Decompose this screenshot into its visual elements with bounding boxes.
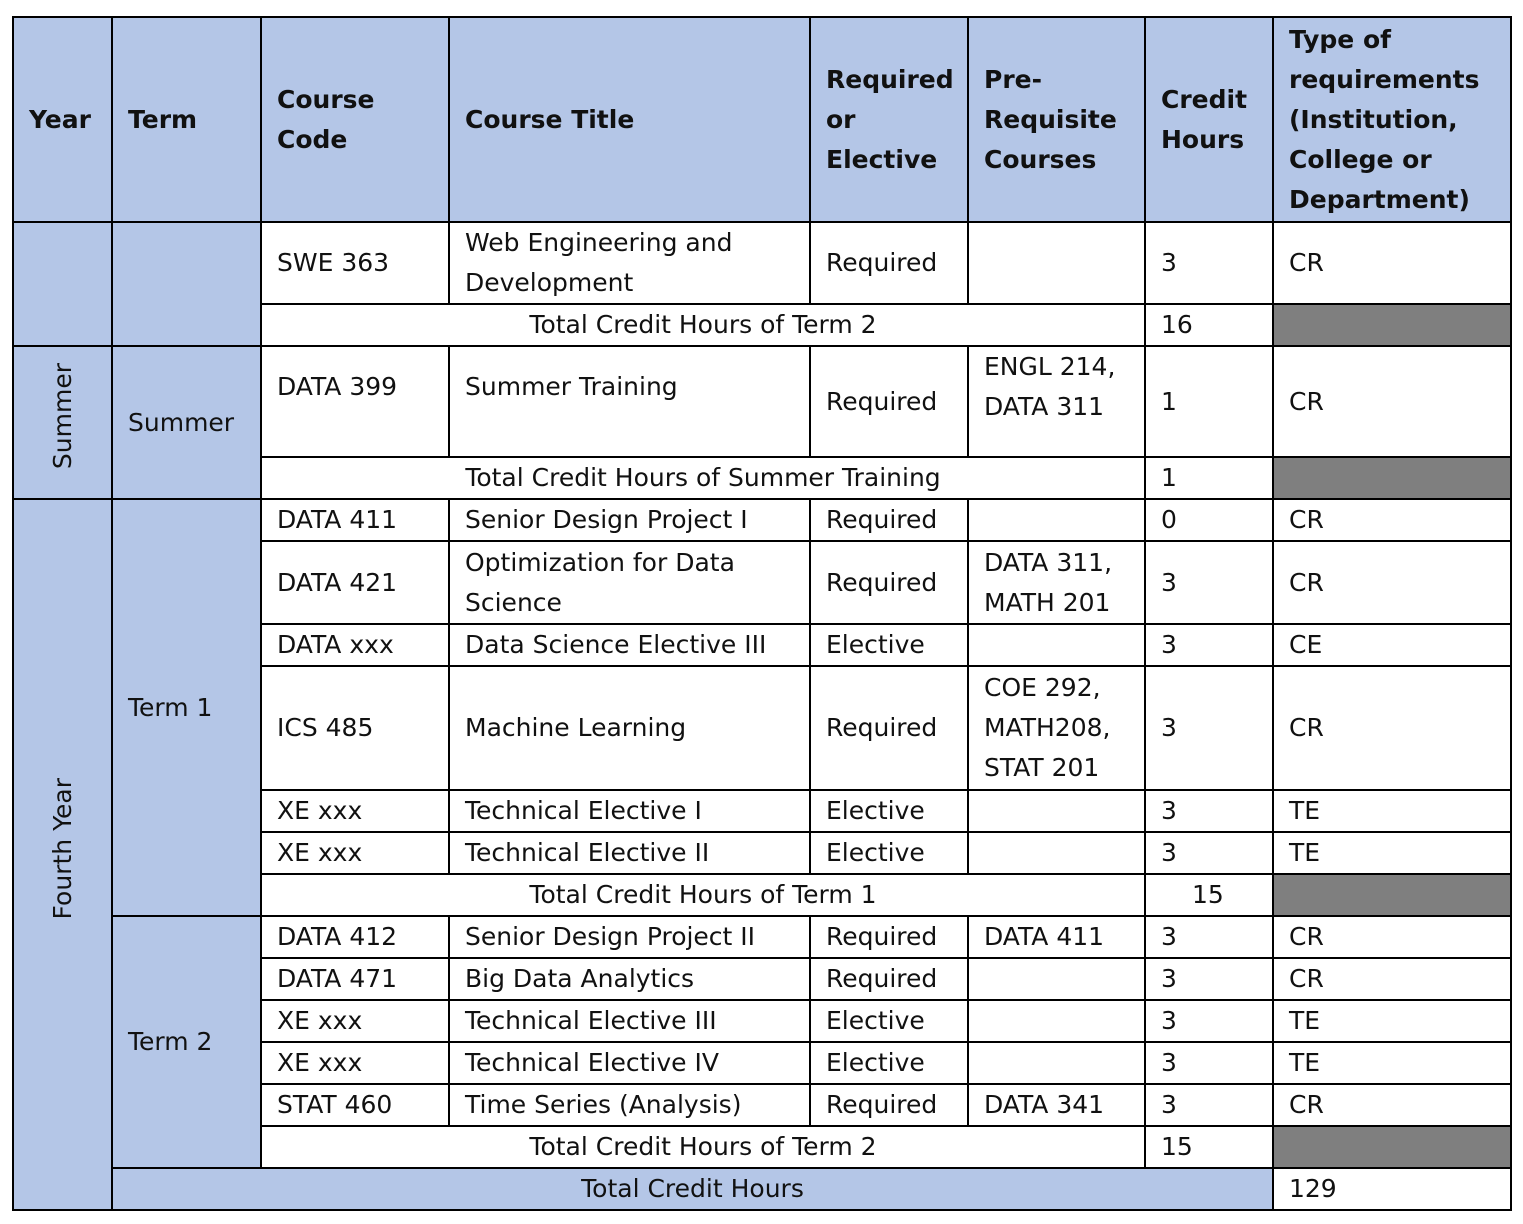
- term-cell-blank: [112, 222, 261, 346]
- course-credit-hours: 3: [1145, 1000, 1273, 1042]
- course-code: DATA xxx: [261, 624, 449, 666]
- course-title: Time Series (Analysis): [449, 1084, 810, 1126]
- course-requirement: Required: [810, 958, 968, 1000]
- course-type: CR: [1273, 499, 1511, 541]
- table-row: [13, 499, 1511, 541]
- course-prerequisite: DATA 311, MATH 201: [968, 541, 1145, 624]
- course-requirement: Required: [810, 499, 968, 541]
- table-row: [13, 222, 1511, 304]
- blank-gray-cell: [1273, 457, 1511, 499]
- course-type: CR: [1273, 958, 1511, 1000]
- course-code: DATA 412: [261, 916, 449, 958]
- course-title: Technical Elective I: [449, 790, 810, 832]
- course-title: Summer Training: [449, 346, 810, 457]
- course-type: CE: [1273, 624, 1511, 666]
- table-row: [13, 916, 1511, 958]
- course-prerequisite: [968, 958, 1145, 1000]
- course-title: Machine Learning: [449, 666, 810, 790]
- term-total-value: 16: [1145, 304, 1273, 346]
- course-prerequisite: [968, 222, 1145, 304]
- course-title: Technical Elective IV: [449, 1042, 810, 1084]
- course-type: TE: [1273, 1042, 1511, 1084]
- blank-gray-cell: [1273, 874, 1511, 916]
- year-label: Fourth Year: [47, 777, 77, 920]
- term-total-value: 1: [1145, 457, 1273, 499]
- course-requirement: Elective: [810, 1042, 968, 1084]
- course-title: Technical Elective III: [449, 1000, 810, 1042]
- course-requirement: Elective: [810, 624, 968, 666]
- year-cell-blank: [13, 222, 112, 346]
- course-prerequisite: [968, 1000, 1145, 1042]
- course-requirement: Required: [810, 346, 968, 457]
- term-total-label: Total Credit Hours of Term 2: [261, 1126, 1145, 1168]
- course-type: CR: [1273, 916, 1511, 958]
- course-credit-hours: 3: [1145, 1042, 1273, 1084]
- course-prerequisite: ENGL 214, DATA 311: [968, 346, 1145, 457]
- course-code: DATA 399: [261, 346, 449, 457]
- course-code: XE xxx: [261, 1000, 449, 1042]
- course-code: ICS 485: [261, 666, 449, 790]
- course-code: DATA 471: [261, 958, 449, 1000]
- course-credit-hours: 3: [1145, 790, 1273, 832]
- course-credit-hours: 3: [1145, 222, 1273, 304]
- course-code: XE xxx: [261, 1042, 449, 1084]
- course-requirement: Required: [810, 222, 968, 304]
- course-code: XE xxx: [261, 790, 449, 832]
- course-credit-hours: 3: [1145, 1084, 1273, 1126]
- course-requirement: Elective: [810, 790, 968, 832]
- year-cell-fourth: [13, 499, 112, 1210]
- course-credit-hours: 3: [1145, 624, 1273, 666]
- header-required-or-elective: Required or Elective: [810, 17, 968, 222]
- table-row: [13, 346, 1511, 457]
- course-prerequisite: DATA 341: [968, 1084, 1145, 1126]
- header-credit-hours: Credit Hours: [1145, 17, 1273, 222]
- course-type: TE: [1273, 832, 1511, 874]
- course-requirement: Elective: [810, 832, 968, 874]
- course-prerequisite: [968, 499, 1145, 541]
- course-prerequisite: COE 292, MATH208, STAT 201: [968, 666, 1145, 790]
- course-code: SWE 363: [261, 222, 449, 304]
- term-cell-term1: Term 1: [112, 499, 261, 916]
- header-course-title: Course Title: [449, 17, 810, 222]
- course-type: CR: [1273, 666, 1511, 790]
- term-total-value: 15: [1145, 1126, 1273, 1168]
- header-term: Term: [112, 17, 261, 222]
- term-cell-summer: Summer: [112, 346, 261, 499]
- course-code: XE xxx: [261, 832, 449, 874]
- course-requirement: Required: [810, 541, 968, 624]
- course-prerequisite: [968, 624, 1145, 666]
- course-title: Big Data Analytics: [449, 958, 810, 1000]
- course-title: Senior Design Project II: [449, 916, 810, 958]
- blank-gray-cell: [1273, 1126, 1511, 1168]
- course-credit-hours: 3: [1145, 666, 1273, 790]
- course-requirement: Required: [810, 666, 968, 790]
- header-row: [13, 17, 1511, 222]
- course-code: DATA 421: [261, 541, 449, 624]
- blank-gray-cell: [1273, 304, 1511, 346]
- term-total-label: Total Credit Hours of Summer Training: [261, 457, 1145, 499]
- course-credit-hours: 0: [1145, 499, 1273, 541]
- course-prerequisite: [968, 1042, 1145, 1084]
- course-title: Optimization for Data Science: [449, 541, 810, 624]
- header-year: Year: [13, 17, 112, 222]
- study-plan-table: [12, 16, 1512, 1211]
- year-label: Summer: [47, 363, 77, 470]
- course-type: CR: [1273, 346, 1511, 457]
- header-prerequisite-courses: Pre-Requisite Courses: [968, 17, 1145, 222]
- course-type: TE: [1273, 790, 1511, 832]
- grand-total-label: Total Credit Hours: [112, 1168, 1273, 1210]
- course-title: Data Science Elective III: [449, 624, 810, 666]
- course-code: DATA 411: [261, 499, 449, 541]
- course-requirement: Required: [810, 1084, 968, 1126]
- course-prerequisite: [968, 832, 1145, 874]
- term-total-label: Total Credit Hours of Term 2: [261, 304, 1145, 346]
- course-requirement: Required: [810, 916, 968, 958]
- course-credit-hours: 3: [1145, 541, 1273, 624]
- course-prerequisite: [968, 790, 1145, 832]
- course-type: CR: [1273, 222, 1511, 304]
- course-type: CR: [1273, 1084, 1511, 1126]
- course-credit-hours: 3: [1145, 916, 1273, 958]
- term-total-value: 15: [1145, 874, 1273, 916]
- course-credit-hours: 3: [1145, 958, 1273, 1000]
- course-prerequisite: DATA 411: [968, 916, 1145, 958]
- header-type-of-requirements: Type of requirements (Institution, College or Department): [1273, 17, 1511, 222]
- course-credit-hours: 3: [1145, 832, 1273, 874]
- course-title: Technical Elective II: [449, 832, 810, 874]
- course-title: Web Engineering and Development: [449, 222, 810, 304]
- year-cell-summer: [13, 346, 112, 499]
- course-requirement: Elective: [810, 1000, 968, 1042]
- term-cell-term2: Term 2: [112, 916, 261, 1168]
- course-type: CR: [1273, 541, 1511, 624]
- term-total-label: Total Credit Hours of Term 1: [261, 874, 1145, 916]
- course-type: TE: [1273, 1000, 1511, 1042]
- course-credit-hours: 1: [1145, 346, 1273, 457]
- course-code: STAT 460: [261, 1084, 449, 1126]
- grand-total-value: 129: [1273, 1168, 1511, 1210]
- header-course-code: Course Code: [261, 17, 449, 222]
- course-title: Senior Design Project I: [449, 499, 810, 541]
- grand-total-row: [13, 1168, 1511, 1210]
